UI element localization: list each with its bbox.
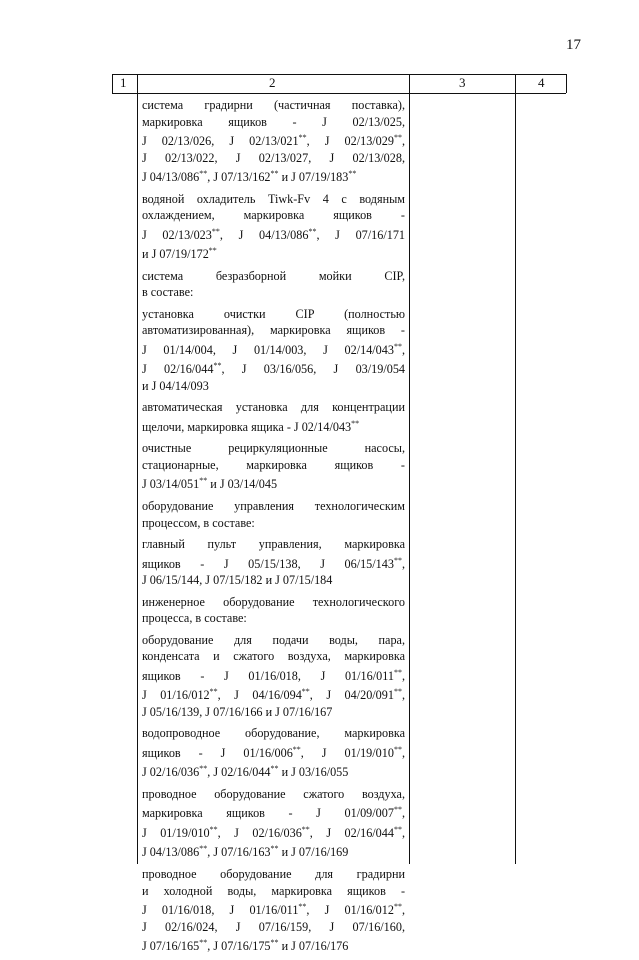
footnote-marker: ** [393,341,402,351]
row-text-line: и J 07/19/172** [142,246,217,262]
row-text-line: процессом, в составе: [142,515,255,530]
footnote-marker: ** [348,169,357,179]
row-text-line: J 06/15/144, J 07/15/182 и J 07/15/184 [142,573,333,588]
row-text-line: ящиков - J 05/15/138, J 06/15/143**, [142,555,405,571]
row-text-line: J 02/16/024, J 07/16/159, J 07/16/160, [142,919,405,934]
column-divider [112,74,113,93]
column-header-2: 2 [269,75,276,90]
footnote-marker: ** [208,246,217,256]
footnote-marker: ** [393,133,402,142]
row-text-line: J 04/13/086**, J 07/13/162** и J 07/19/183** [142,169,357,185]
row-text-line: водяной охладитель Tiwk-Fv 4 с водяным [142,191,405,206]
column-divider [137,74,138,864]
footnote-marker: ** [393,824,402,834]
row-text-line: процесса, в составе: [142,611,247,626]
row-text-line: водопроводное оборудование, маркировка [142,726,405,741]
row-text-line: охлаждением, маркировка ящиков - [142,208,405,223]
row-text-line: и J 04/14/093 [142,378,209,393]
table-row [142,399,405,435]
table-row [142,632,405,721]
column-divider [409,74,410,864]
table-row [142,786,405,861]
footnote-marker: ** [209,824,218,834]
table-row [142,594,405,627]
column-divider [515,74,516,864]
row-text-line: инженерное оборудование технологического [142,594,405,609]
row-text-line: J 05/16/139, J 07/16/166 и J 07/16/167 [142,704,333,719]
footnote-marker: ** [393,744,402,754]
footnote-marker: ** [199,938,208,948]
row-text-line: главный пульт управления, маркировка [142,537,405,551]
row-text-line: щелочи, маркировка ящика - J 02/14/043** [142,418,360,434]
footnote-marker: ** [393,667,402,677]
footnote-marker: ** [270,169,279,179]
row-text-line: J 01/16/018, J 01/16/011**, J 01/16/012**, [142,902,406,918]
row-text-line: J 02/16/036**, J 02/16/044** и J 03/16/055 [142,764,349,780]
page-number: 17 [566,37,581,53]
row-text-line: J 02/16/044**, J 03/16/056, J 03/19/054 [142,361,406,377]
row-text-line: оборудование для подачи воды, пара, [142,632,405,647]
row-text-line: J 04/13/086**, J 07/16/163** и J 07/16/169 [142,844,349,860]
table-row [142,536,405,589]
footnote-marker: ** [270,844,279,854]
row-text-line: установка очистки CIP (полностью [142,306,405,321]
row-text-line: в составе: [142,285,194,300]
footnote-marker: ** [393,687,402,697]
row-text-line: J 07/16/165**, J 07/16/175** и J 07/16/176 [142,938,349,954]
row-text-line: J 01/14/004, J 01/14/003, J 02/14/043**, [142,341,405,357]
footnote-marker: ** [199,476,208,486]
footnote-marker: ** [393,555,402,565]
footnote-marker: ** [301,687,310,697]
row-text-line: проводное оборудование для градирни [142,867,405,881]
table-row [142,97,405,186]
row-text-line: ящиков - J 01/16/006**, J 01/19/010**, [142,744,405,760]
row-text-line: ящиков - J 01/16/018, J 01/16/011**, [142,667,405,683]
row-text-line: автоматизированная), маркировка ящиков - [142,323,405,338]
row-text-line: J 02/13/022, J 02/13/027, J 02/13/028, [142,150,405,165]
table-header-row [112,74,566,94]
column-header-3: 3 [459,75,466,90]
footnote-marker: ** [292,744,301,754]
footnote-marker: ** [308,226,317,236]
row-text-line: J 01/19/010**, J 02/16/036**, J 02/16/044**, [142,824,405,840]
table-row [142,866,405,955]
footnote-marker: ** [393,902,402,911]
row-text-line: проводное оборудование сжатого воздуха, [142,786,405,801]
table-row [142,268,405,301]
footnote-marker: ** [213,361,222,371]
row-text-line: J 03/14/051** и J 03/14/045 [142,476,278,492]
row-text-line: J 02/13/023**, J 04/13/086**, J 07/16/171 [142,226,406,242]
row-text-line: система градирни (частичная поставка), [142,98,405,112]
row-text-line: и холодной воды, маркировка ящиков - [142,883,405,898]
row-text-line: конденсата и сжатого воздуха, маркировка [142,649,405,664]
footnote-marker: ** [270,938,279,948]
footnote-marker: ** [351,418,360,428]
row-text-line: оборудование управления технологическим [142,499,405,513]
table-row [142,306,405,395]
footnote-marker: ** [199,764,208,774]
table-body-column-2 [142,97,405,960]
footnote-marker: ** [301,824,310,834]
footnote-marker: ** [211,226,220,236]
row-text-line: маркировка ящиков - J 01/09/007**, [142,805,405,821]
table-row [142,725,405,781]
footnote-marker: ** [298,133,307,142]
footnote-marker: ** [270,764,279,774]
row-text-line: очистные рециркуляционные насосы, [142,441,405,456]
row-text-line: автоматическая установка для концентрации [142,400,405,415]
row-text-line: маркировка ящиков - J 02/13/025, [142,114,405,129]
table-row [142,498,405,531]
footnote-marker: ** [209,687,218,697]
column-header-1: 1 [120,75,127,90]
footnote-marker: ** [298,902,307,911]
footnote-marker: ** [199,169,208,179]
footnote-marker: ** [199,844,208,854]
row-text-line: J 01/16/012**, J 04/16/094**, J 04/20/091**, [142,687,405,703]
row-text-line: система безразборной мойки CIP, [142,268,405,283]
column-divider [566,74,567,93]
table-row [142,191,405,263]
column-header-4: 4 [538,75,545,90]
table-row [142,440,405,493]
footnote-marker: ** [393,805,402,815]
row-text-line: стационарные, маркировка ящиков - [142,457,405,472]
row-text-line: J 02/13/026, J 02/13/021**, J 02/13/029**, [142,133,406,149]
